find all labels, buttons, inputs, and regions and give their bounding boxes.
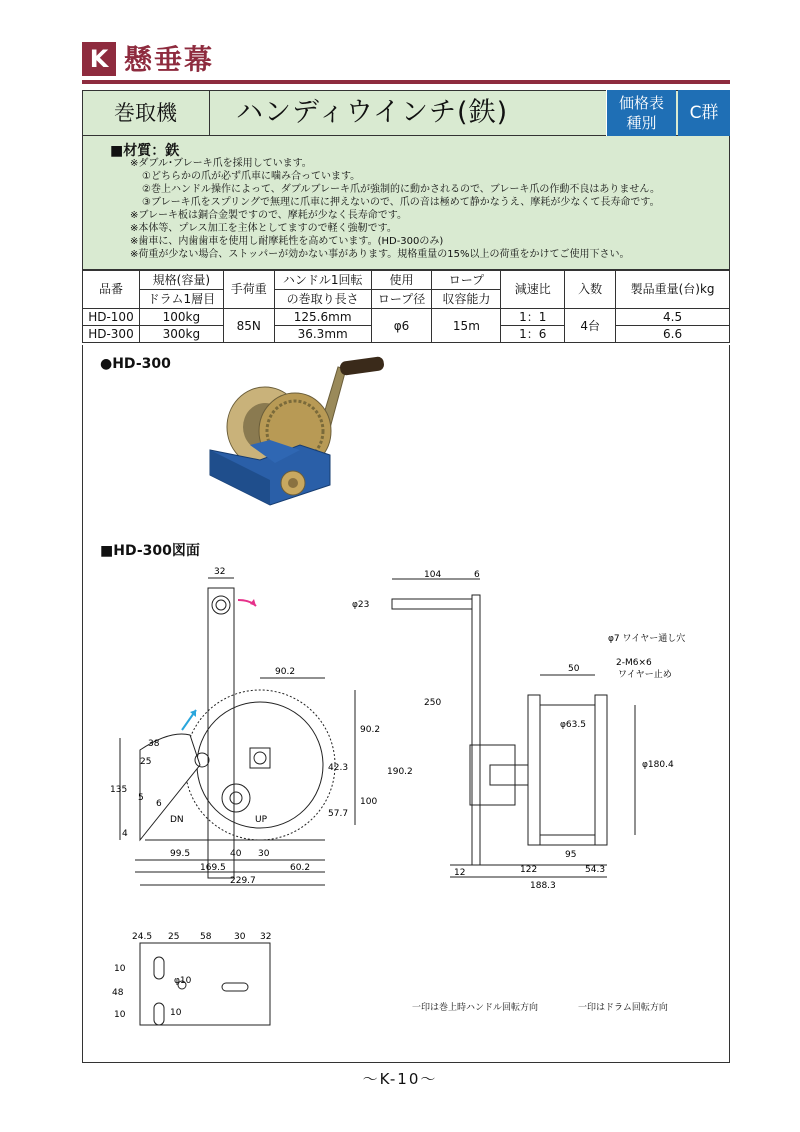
dim-label: 229.7 bbox=[230, 876, 256, 886]
dim-label: 95 bbox=[565, 850, 577, 860]
cell-capacity: 300kg bbox=[139, 326, 223, 343]
dim-label: 250 bbox=[424, 698, 442, 708]
dim-label: 122 bbox=[520, 865, 538, 875]
dim-label: 57.7 bbox=[328, 809, 349, 819]
dim-label: 25 bbox=[140, 757, 152, 767]
dim-label: 60.2 bbox=[290, 863, 311, 873]
cell-wind: 125.6mm bbox=[274, 309, 371, 326]
th-wind2: の巻取り長さ bbox=[274, 290, 371, 309]
cell-part: HD-300 bbox=[83, 326, 140, 343]
product-title: ハンディウインチ(鉄) bbox=[236, 97, 509, 128]
dim-label: 12 bbox=[454, 868, 466, 878]
price-type-label bbox=[606, 90, 676, 136]
dim-label: 188.3 bbox=[530, 881, 556, 891]
dim-label: 25 bbox=[168, 932, 180, 942]
dim-label: 50 bbox=[568, 664, 580, 674]
dim-label: φ23 bbox=[352, 600, 370, 610]
th-drum: ドラム1層目 bbox=[139, 290, 223, 309]
dim-label: 10 bbox=[170, 1008, 182, 1018]
price-type-line2: 種別 bbox=[626, 114, 657, 132]
th-ratio: 減速比 bbox=[501, 271, 565, 309]
cell-ratio: 1：6 bbox=[501, 326, 565, 343]
dim-label: 40 bbox=[230, 849, 242, 859]
dim-label: φ63.5 bbox=[560, 720, 586, 730]
header-rule bbox=[82, 80, 730, 84]
legend-pink bbox=[412, 1000, 538, 1013]
cell-weight: 4.5 bbox=[616, 309, 730, 326]
dim-label: 6 bbox=[474, 570, 480, 580]
th-part: 品番 bbox=[83, 271, 140, 309]
material-heading: ■材質：鉄 bbox=[110, 143, 180, 159]
dim-label: DN bbox=[170, 815, 184, 825]
dim-label: 100 bbox=[360, 797, 378, 807]
th-wind: ハンドル1回転 bbox=[274, 271, 371, 290]
dim-label: 5 bbox=[138, 793, 144, 803]
dim-label: 24.5 bbox=[132, 932, 153, 942]
dim-label: 190.2 bbox=[387, 767, 413, 777]
note-line: ②巻上ハンドル操作によって、ダブルブレーキ爪が強制的に動かされるので、ブレーキ爪の作動不良はありません。 bbox=[142, 184, 660, 195]
cell-rope-cap: 15m bbox=[432, 309, 501, 343]
note-line: ※ダブル･ブレーキ爪を採用しています。 bbox=[130, 158, 312, 169]
dim-label: 58 bbox=[200, 932, 212, 942]
th-weight: 製品重量(台)kg bbox=[616, 271, 730, 309]
category-badge: K bbox=[82, 42, 116, 76]
table-row bbox=[83, 309, 730, 326]
category-title: 懸垂幕 bbox=[124, 43, 215, 76]
cell-hand-load: 85N bbox=[223, 309, 274, 343]
dim-label: 10 bbox=[114, 964, 126, 974]
cell-qty: 4台 bbox=[565, 309, 616, 343]
drawing-label: ■HD-300図面 bbox=[100, 543, 200, 559]
cell-ratio: 1：1 bbox=[501, 309, 565, 326]
note-line: ※本体等、プレス加工を主体としてますので軽く強靭です。 bbox=[130, 223, 397, 234]
dim-label: 32 bbox=[214, 567, 226, 577]
cell-wind: 36.3mm bbox=[274, 326, 371, 343]
cell-weight: 6.6 bbox=[616, 326, 730, 343]
cell-part: HD-100 bbox=[83, 309, 140, 326]
th-use: 使用 bbox=[371, 271, 432, 290]
dim-label: 54.3 bbox=[585, 865, 606, 875]
page-number: ～K-10～ bbox=[362, 1070, 438, 1088]
th-rope-dia: ロープ径 bbox=[371, 290, 432, 309]
th-rope: ロープ bbox=[432, 271, 501, 290]
dim-label: 169.5 bbox=[200, 863, 226, 873]
th-qty: 入数 bbox=[565, 271, 616, 309]
dim-label: 30 bbox=[258, 849, 270, 859]
photo-label: ●HD-300 bbox=[100, 356, 171, 372]
dim-label: φ7 ワイヤー通し穴 bbox=[608, 634, 686, 644]
dim-label: 4 bbox=[122, 829, 128, 839]
front-view-dims bbox=[345, 690, 415, 830]
th-capacity: 規格(容量) bbox=[139, 271, 223, 290]
th-hand-load: 手荷重 bbox=[223, 271, 274, 309]
price-type-line1: 価格表 bbox=[618, 94, 664, 112]
dim-label: UP bbox=[255, 815, 268, 825]
front-view-drawing bbox=[110, 560, 350, 900]
dim-label: 2-M6×6 bbox=[616, 658, 652, 668]
dim-label: φ10 bbox=[174, 976, 192, 986]
dim-label: 30 bbox=[234, 932, 246, 942]
note-line: ※歯車に、内歯歯車を使用し耐摩耗性を高めています。(HD-300のみ) bbox=[130, 236, 444, 247]
dim-label: 90.2 bbox=[275, 667, 296, 677]
dim-label: 32 bbox=[260, 932, 272, 942]
dim-label: 99.5 bbox=[170, 849, 191, 859]
th-rope-cap: 収容能力 bbox=[432, 290, 501, 309]
dim-label: 10 bbox=[114, 1010, 126, 1020]
dim-label: 135 bbox=[110, 785, 128, 795]
note-line: ①どちらかの爪が必ず爪車に噛み合っています。 bbox=[142, 171, 361, 182]
legend-pink-text: 一印は巻上時ハンドル回転方向 bbox=[412, 1003, 539, 1013]
product-category: 巻取機 bbox=[82, 90, 210, 136]
dim-label: 48 bbox=[112, 988, 124, 998]
dim-label: ワイヤー止め bbox=[618, 670, 672, 680]
legend-blue bbox=[578, 1000, 668, 1013]
price-group: C群 bbox=[678, 90, 730, 136]
dim-label: 38 bbox=[148, 739, 160, 749]
legend-blue-text: 一印はドラム回転方向 bbox=[578, 1003, 668, 1013]
cell-rope-dia: φ6 bbox=[371, 309, 432, 343]
dim-label: 104 bbox=[424, 570, 442, 580]
winch-photo bbox=[190, 355, 400, 535]
dim-label: 6 bbox=[156, 799, 162, 809]
dim-label: φ180.4 bbox=[642, 760, 674, 770]
base-plate-drawing bbox=[110, 925, 290, 1035]
cell-capacity: 100kg bbox=[139, 309, 223, 326]
dim-label: 42.3 bbox=[328, 763, 349, 773]
note-line: ※ブレーキ板は銅合金製ですので、摩耗が少なく長寿命です。 bbox=[130, 210, 407, 221]
spec-table bbox=[82, 270, 730, 343]
dim-label: 90.2 bbox=[360, 725, 381, 735]
note-line: ※荷重が少ない場合、ストッパーが効かない事があります。規格重量の15%以上の荷重をかけてご使用下さい。 bbox=[130, 249, 630, 260]
note-line: ③ブレーキ爪をスプリングで無理に爪車に押えないので、爪の音は極めて静かなうえ、摩耗が少なくて長寿命です。 bbox=[142, 197, 660, 208]
